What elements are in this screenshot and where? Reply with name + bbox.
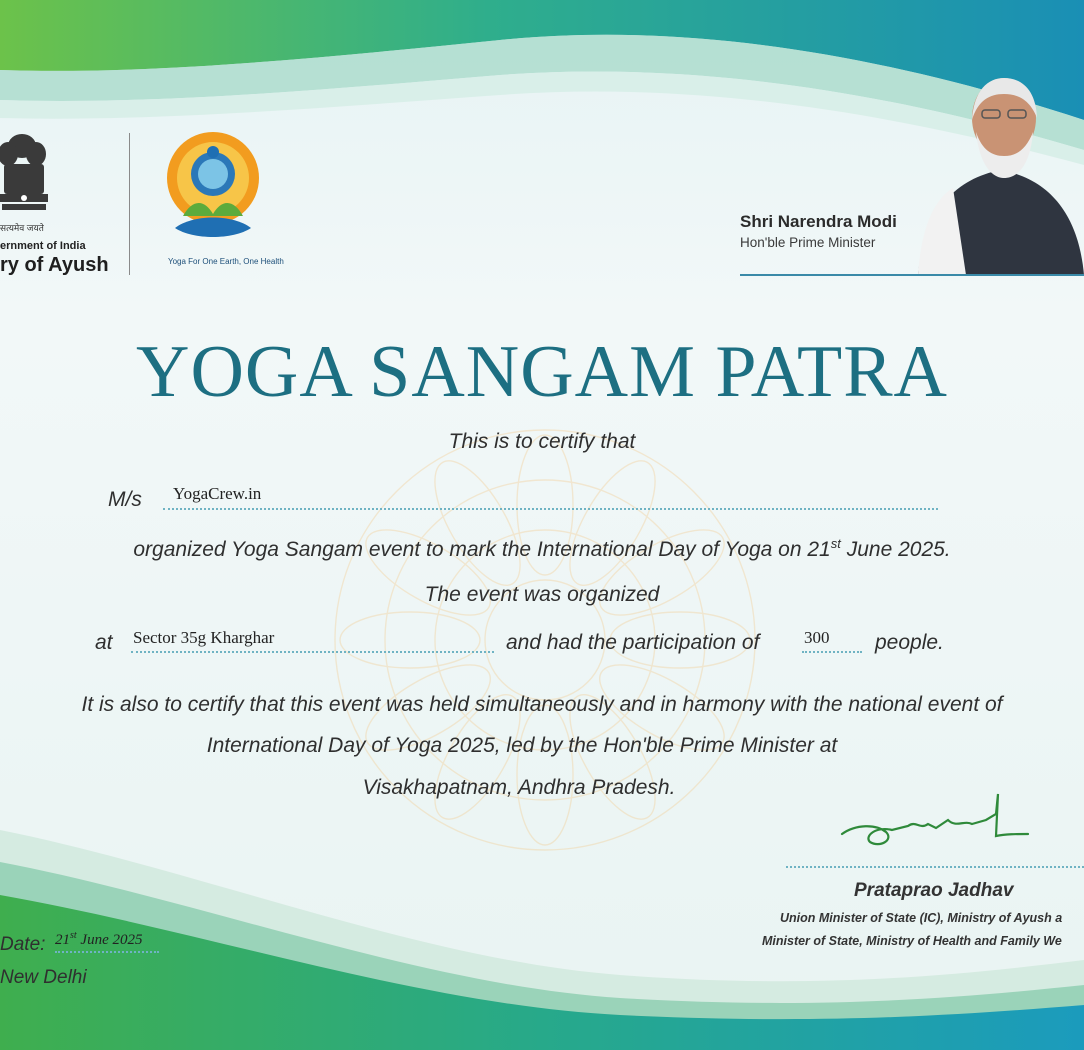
harmony-line-3: Visakhapatnam, Andhra Pradesh. xyxy=(362,776,676,799)
certify-line: This is to certify that xyxy=(448,430,636,453)
organized-line: organized Yoga Sangam event to mark the International Day of Yoga on 21st June 2025. xyxy=(133,536,951,561)
idy-tagline: Yoga For One Earth, One Health xyxy=(168,257,284,266)
date-field: 21st June 2025 xyxy=(55,930,143,948)
signature-dotted-line xyxy=(786,866,1084,868)
national-emblem-icon xyxy=(0,124,56,224)
header-divider xyxy=(129,133,130,275)
date-label: Date: xyxy=(0,934,46,955)
pm-title: Hon'ble Prime Minister xyxy=(740,235,876,250)
ministry-of-ayush-label: ry of Ayush xyxy=(0,254,109,276)
venue-field: Sector 35g Kharghar xyxy=(133,628,275,647)
signatory-role-2: Minister of State, Ministry of Health and Family We xyxy=(762,934,1062,948)
harmony-line-2: International Day of Yoga 2025, led by the Hon'ble Prime Minister at xyxy=(206,734,838,757)
participation-label: and had the participation of xyxy=(506,631,760,654)
international-day-of-yoga-logo-icon xyxy=(163,128,263,260)
signatory-role-1: Union Minister of State (IC), Ministry of Ayush a xyxy=(780,911,1063,925)
people-label: people. xyxy=(875,631,944,654)
pm-portrait-image xyxy=(918,70,1084,275)
participants-field: 300 xyxy=(804,628,830,647)
signatory-name: Prataprao Jadhav xyxy=(854,880,1014,901)
at-label: at xyxy=(95,631,113,654)
ms-label: M/s xyxy=(108,488,142,511)
pm-name: Shri Narendra Modi xyxy=(740,212,897,231)
organizer-name-field: YogaCrew.in xyxy=(173,484,262,503)
emblem-motto: सत्यमेव जयते xyxy=(0,223,44,233)
event-organized-line: The event was organized xyxy=(424,583,660,606)
harmony-line-1: It is also to certify that this event was held simultaneously and in harmony with the national event of xyxy=(81,693,1003,716)
ordinal-suffix: st xyxy=(830,536,841,551)
signature-mark xyxy=(836,790,1032,856)
certificate-title: YOGA SANGAM PATRA xyxy=(136,331,948,413)
pm-underline xyxy=(740,274,1084,276)
venue-dotted-line xyxy=(131,651,494,653)
date-dotted-line xyxy=(55,951,159,953)
participants-dotted-line xyxy=(802,651,862,653)
organizer-dotted-line xyxy=(163,508,938,510)
place-label: New Delhi xyxy=(0,967,87,988)
government-of-india-label: ernment of India xyxy=(0,240,86,252)
